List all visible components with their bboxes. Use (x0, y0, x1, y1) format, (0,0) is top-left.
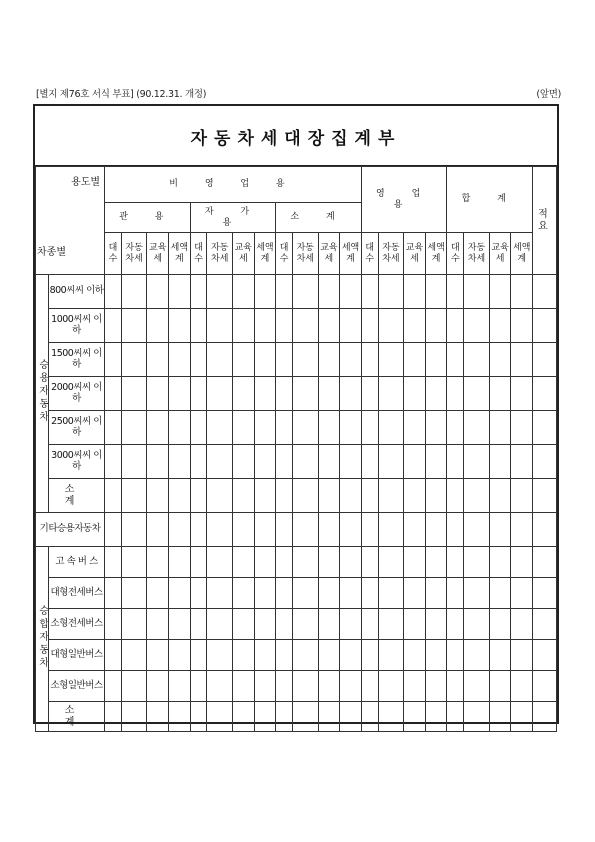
tax-sum-header: 세액계 (511, 233, 533, 275)
table-row (36, 578, 557, 609)
column-subheaders (36, 233, 557, 275)
corner-cell (36, 167, 105, 275)
units-header: 대수 (105, 233, 122, 275)
remarks-header: 적 요 (533, 167, 557, 275)
edu-tax-header: 교육세 (232, 233, 254, 275)
units-header: 대수 (361, 233, 378, 275)
subtotal-header: 소 계 (276, 203, 362, 233)
units-header: 대수 (190, 233, 207, 275)
page-side-label: (앞면) (536, 89, 561, 100)
title-row (35, 106, 557, 166)
row-label: 1500씨씨 이하 (48, 343, 104, 377)
table-row (36, 309, 557, 343)
government-header: 관 용 (105, 203, 191, 233)
business-header: 영 업 용 (361, 167, 447, 233)
passenger-group-label: 승용자동차 (36, 275, 49, 513)
auto-tax-header: 자동차세 (207, 233, 233, 275)
table-row (36, 445, 557, 479)
row-label: 소형전세버스 (48, 609, 104, 640)
table-row (36, 479, 557, 513)
row-label: 소 계 (48, 479, 104, 513)
auto-tax-header: 자동차세 (378, 233, 404, 275)
row-label: 소형일반버스 (48, 671, 104, 702)
page-title: 자동차세대장집계부 (190, 129, 402, 149)
table-row (36, 640, 557, 671)
table-row (36, 377, 557, 411)
table-row (36, 343, 557, 377)
non-business-header: 비 영 업 용 (105, 167, 362, 203)
form-reference: [별지 제76호 서식 부표] (90.12.31. 개정) (36, 89, 207, 100)
row-label: 3000씨씨 이하 (48, 445, 104, 479)
edu-tax-header: 교육세 (318, 233, 340, 275)
row-label: 대형일반버스 (48, 640, 104, 671)
table-row (36, 513, 557, 547)
total-header: 합 계 (447, 167, 533, 233)
table-row (36, 275, 557, 309)
units-header: 대수 (447, 233, 464, 275)
auto-tax-header: 자동차세 (464, 233, 490, 275)
row-label: 고 속 버 스 (48, 547, 104, 578)
table-row (36, 411, 557, 445)
tax-sum-header: 세액계 (340, 233, 362, 275)
table-row (36, 702, 557, 732)
row-label: 1000씨씨 이하 (48, 309, 104, 343)
units-header: 대수 (276, 233, 293, 275)
table-row (36, 547, 557, 578)
corner-usage-label: 용도별 (71, 177, 101, 188)
ledger-table (35, 166, 557, 732)
row-label: 대형전세버스 (48, 578, 104, 609)
edu-tax-header: 교육세 (489, 233, 511, 275)
row-label: 2000씨씨 이하 (48, 377, 104, 411)
ledger-form (33, 104, 559, 728)
edu-tax-header: 교육세 (404, 233, 426, 275)
corner-type-label: 차종별 (37, 246, 66, 258)
row-label: 기타승용자동차 (36, 513, 105, 547)
edu-tax-header: 교육세 (147, 233, 169, 275)
tax-sum-header: 세액계 (169, 233, 191, 275)
row-label: 2500씨씨 이하 (48, 411, 104, 445)
auto-tax-header: 자동차세 (121, 233, 147, 275)
table-row (36, 671, 557, 702)
private-header: 자 가 용 (190, 203, 276, 233)
table-row (36, 609, 557, 640)
row-label: 800씨씨 이하 (48, 275, 104, 309)
van-group-label: 승합자동차 (36, 547, 49, 732)
auto-tax-header: 자동차세 (293, 233, 319, 275)
row-label: 소 계 (48, 702, 104, 732)
tax-sum-header: 세액계 (254, 233, 276, 275)
tax-sum-header: 세액계 (425, 233, 447, 275)
